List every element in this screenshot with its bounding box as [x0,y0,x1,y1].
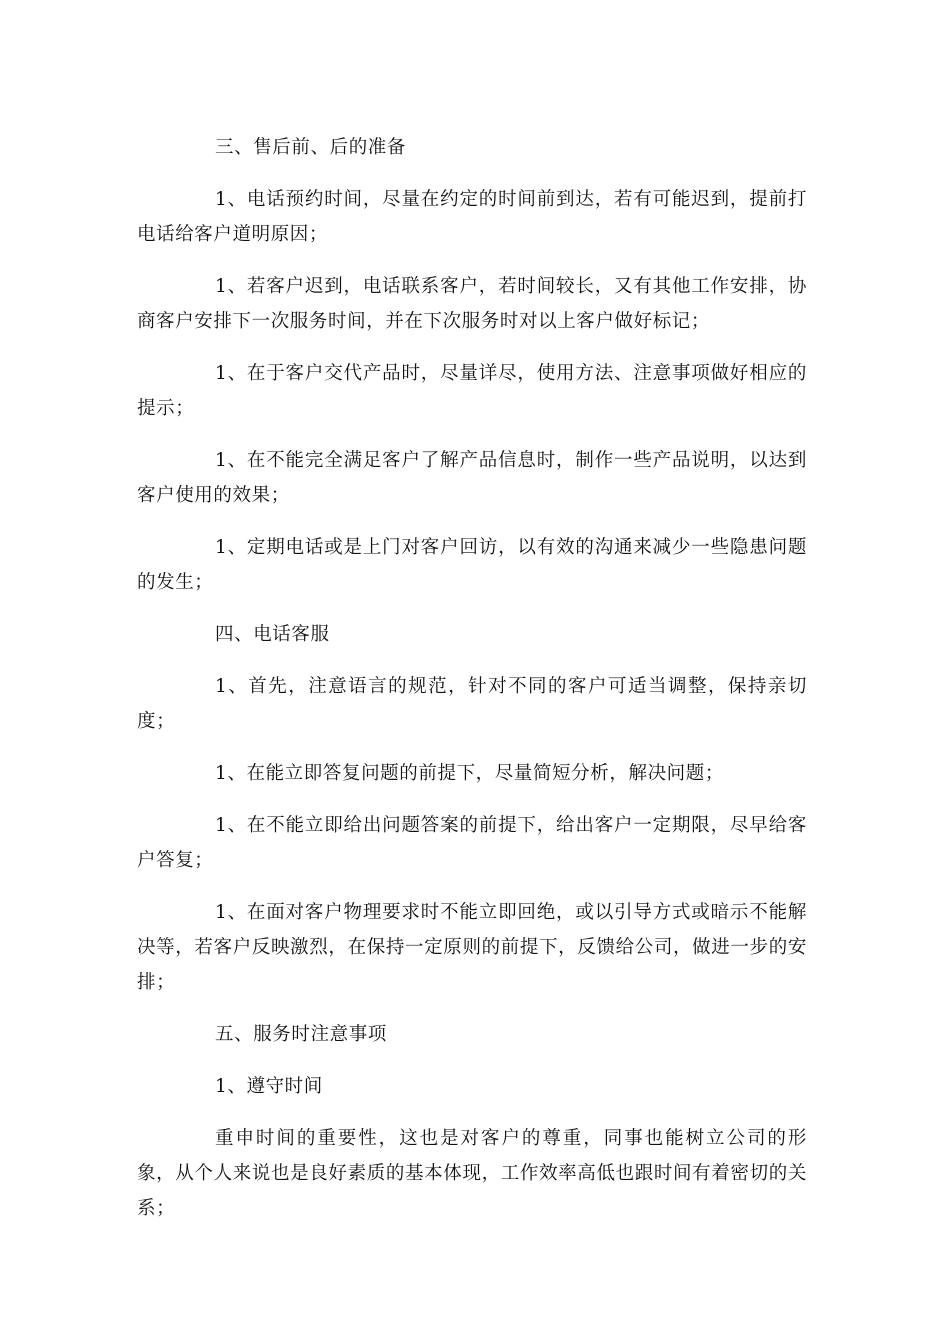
section3-item-3: 1、在于客户交代产品时，尽量详尽，使用方法、注意事项做好相应的提示； [137,363,807,419]
section5-subheading: 1、遵守时间 [215,1076,323,1097]
section4-item-4: 1、在面对客户物理要求时不能立即回绝，或以引导方式或暗示不能解决等，若客户反映激烈，在保持一定原则的前提下，反馈给公司，做进一步的安排； [137,902,807,993]
section3-item-2: 1、若客户迟到，电话联系客户，若时间较长，又有其他工作安排，协商客户安排下一次服务时间，并在下次服务时对以上客户做好标记； [137,276,807,332]
section-heading-3: 三、售后前、后的准备 [215,137,407,158]
section5-paragraph: 重申时间的重要性，这也是对客户的尊重，同事也能树立公司的形象，从个人来说也是良好素质的基本体现，工作效率高低也跟时间有着密切的关系； [137,1128,807,1219]
section3-item-4: 1、在不能完全满足客户了解产品信息时，制作一些产品说明，以达到客户使用的效果； [137,450,807,506]
document-body [137,130,807,1243]
section-heading-4: 四、电话客服 [215,624,330,645]
section3-item-5: 1、定期电话或是上门对客户回访，以有效的沟通来减少一些隐患问题的发生； [137,537,807,593]
section4-item-2: 1、在能立即答复问题的前提下，尽量简短分析，解决问题； [215,763,724,784]
section4-item-1: 1、首先，注意语言的规范，针对不同的客户可适当调整，保持亲切度； [137,676,807,732]
section-heading-5: 五、服务时注意事项 [215,1024,387,1045]
section4-item-3: 1、在不能立即给出问题答案的前提下，给出客户一定期限，尽早给客户答复； [137,815,807,871]
section3-item-1: 1、电话预约时间，尽量在约定的时间前到达，若有可能迟到，提前打电话给客户道明原因； [137,189,807,245]
